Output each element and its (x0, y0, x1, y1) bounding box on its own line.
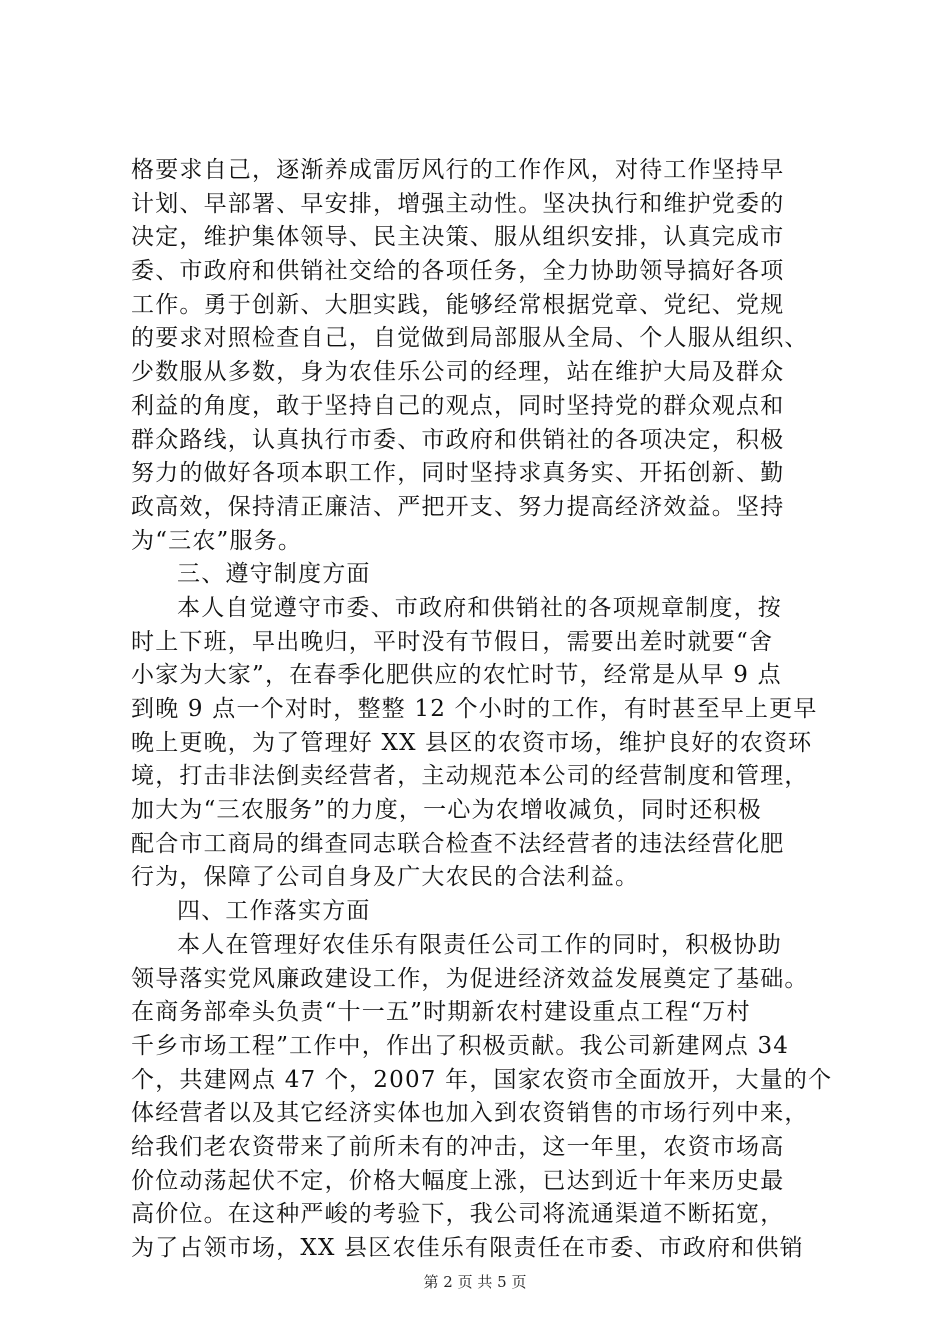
paragraph-line: 少数服从多数，身为农佳乐公司的经理，站在维护大局及群众 (131, 359, 785, 386)
section-heading: 四、工作落实方面 (177, 898, 371, 925)
paragraph-line: 到晚 9 点一个对时，整整 12 个小时的工作，有时甚至早上更早 (131, 696, 818, 722)
document-body (131, 154, 831, 1266)
paragraph-line: 千乡市场工程”工作中，作出了积极贡献。我公司新建网点 34 (131, 1032, 790, 1059)
paragraph-line: 计划、早部署、早安排，增强主动性。坚决执行和维护党委的 (131, 190, 785, 217)
paragraph-line: 配合市工商局的缉查同志联合检查不法经营者的违法经营化肥 (131, 830, 785, 857)
paragraph-line: 群众路线，认真执行市委、市政府和供销社的各项决定，积极 (131, 426, 785, 453)
paragraph-line: 给我们老农资带来了前所未有的冲击，这一年里，农资市场高 (131, 1133, 785, 1160)
paragraph-line: 政高效，保持清正廉洁、严把开支、努力提高经济效益。坚持 (131, 493, 785, 520)
paragraph-line: 领导落实党风廉政建设工作，为促进经济效益发展奠定了基础。 (131, 965, 809, 992)
paragraph-line: 委、市政府和供销社交给的各项任务，全力协助领导搞好各项 (131, 258, 785, 285)
paragraph-line: 行为，保障了公司自身及广大农民的合法利益。 (131, 864, 640, 891)
paragraph-line: 工作。勇于创新、大胆实践，能够经常根据党章、党纪、党规 (131, 291, 785, 318)
paragraph-line: 小家为大家”，在春季化肥供应的农忙时节，经常是从早 9 点 (131, 662, 782, 689)
paragraph-line: 高价位。在这种严峻的考验下，我公司将流通渠道不断拓宽， (131, 1201, 785, 1228)
paragraph-line: 本人自觉遵守市委、市政府和供销社的各项规章制度，按 (177, 594, 782, 621)
paragraph-line: 体经营者以及其它经济实体也加入到农资销售的市场行列中来， (131, 1100, 809, 1127)
paragraph-line: 在商务部牵头负责“十一五”时期新农村建设重点工程“万村 (131, 999, 751, 1026)
section-heading: 三、遵守制度方面 (177, 561, 371, 588)
paragraph-line: 价位动荡起伏不定，价格大幅度上涨，已达到近十年来历史最 (131, 1167, 785, 1194)
paragraph-line: 的要求对照检查自己，自觉做到局部服从全局、个人服从组织、 (131, 325, 809, 352)
paragraph-line: 利益的角度，敢于坚持自己的观点，同时坚持党的群众观点和 (131, 392, 785, 419)
paragraph-line: 为了占领市场，XX 县区农佳乐有限责任在市委、市政府和供销 (131, 1235, 804, 1261)
paragraph-line: 时上下班，早出晚归，平时没有节假日，需要出差时就要“舍 (131, 628, 774, 655)
paragraph-line: 加大为“三农服务”的力度，一心为农增收减负，同时还积极 (131, 797, 762, 824)
paragraph-line: 格要求自己，逐渐养成雷厉风行的工作作风，对待工作坚持早 (131, 157, 785, 183)
paragraph-line: 为“三农”服务。 (131, 527, 303, 554)
paragraph-line: 晚上更晚，为了管理好 XX 县区的农资市场，维护良好的农资环 (131, 729, 813, 756)
paragraph-line: 努力的做好各项本职工作，同时坚持求真务实、开拓创新、勤 (131, 460, 785, 487)
page-footer: 第 2 页 共 5 页 (423, 1273, 527, 1291)
paragraph-line: 本人在管理好农佳乐有限责任公司工作的同时，积极协助 (177, 931, 782, 958)
paragraph-line: 个，共建网点 47 个，2007 年，国家农资市全面放开，大量的个 (131, 1066, 833, 1093)
paragraph-line: 决定，维护集体领导、民主决策、服从组织安排，认真完成市 (131, 224, 785, 251)
paragraph-line: 境，打击非法倒卖经营者，主动规范本公司的经营制度和管理， (131, 763, 809, 790)
